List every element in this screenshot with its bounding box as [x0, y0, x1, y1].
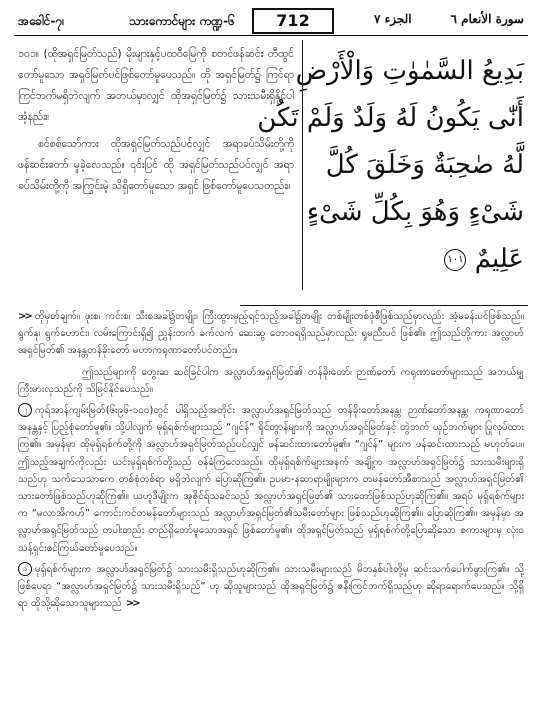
footnote-text: မုရှ်ရစ်က်များက အလ္လာဟ်အရှင်မြတ်၌ သားသမီးရှိသည်ဟုဆိုကြ၏။ သားသမီးများသည် မိဘနှစ်ပါးတို့မှ ဆင်းသက်ပေါက်ဖွားကြ၏။ သို့ဖြစ်ပေရာ “အလ္လာဟ်အရှင်မြတ်၌ သားသမီးရှိသည်” ဟု ဆိုသူများသည် ထိုအရှင်မြတ်၌ ဇနီးကြင်ဘက်ရှိသည်ဟု ဆိုရာရောက်ပေသည်။ သို့ရှိရာ ထိုသို့ဆိုသောသူများသည် [18, 563, 524, 610]
footnote-number-icon: ၁ [18, 562, 32, 576]
header-section-label: သားကောင်များ ကဏ္ဍ-၆ [129, 14, 235, 28]
page-number: 712 [252, 8, 334, 34]
arabic-verse-line: بَدِيعُ السَّمٰوٰتِ وَالْأَرْضِ [295, 56, 524, 86]
page-header [14, 8, 528, 34]
commentary-section [18, 308, 524, 616]
translation-paragraph: ၁၀၁။ (ထိုအရှင်မြတ်သည်) မိုးများနှင့်ပထဝီမြေကို စတင်ဖန်ဆင်း တီထွင်တော်မူသော အရှင်မြတ်ပင်ဖြစ်တော်မူပေသည်။ ထို အရှင်မြတ်၌ ကြင်ရာကြင်ဘက်မရှိဘဲလျက် အဘယ်မှာလျှင် ထိုအရှင်မြတ်၌ သားသမီးရှိနိုင်ပါအံ့နည်း။ [18, 48, 294, 123]
arabic-verse-column [257, 48, 524, 283]
arabic-verse-line: لَّهُ صٰحِبَةٌ وَخَلَقَ كُلَّ [325, 150, 524, 180]
page-frame [14, 8, 528, 704]
commentary-paragraph: ဤသည်များကို တွေးဆ ဆင်ခြင်ပါက အလ္လာဟ်အရှင်မြတ်၏ တန်ခိုးတော်၊ ဉာဏ်တော် ကရုဏာတော်များသည် အဘယ်မျှ ကြီးမားလှသည်ကို သိမြင်နိုင်ပေသည်။ [18, 366, 524, 395]
commentary-note [18, 308, 524, 360]
header-divider [14, 35, 528, 36]
ayah-number-marker: ١٠١ [444, 249, 466, 271]
arabic-verse-text: عَلِيمٌ [474, 244, 524, 274]
translation-paragraph: စင်စစ်သော်ကား ထိုအရှင်မြတ်သည်ပင်လျှင် အရာခပ်သိမ်းတို့ကို ဖန်ဆင်းတော် မူခဲ့လေသည်။ ၎င်းပြင် ထို အရှင်မြတ်သည်ပင်လျှင် အရာခပ်သိမ်းတို့ကို အကြွင်းမဲ့ သိရှိတော်မူသော အရှင် ဖြစ်တော်မူပေသတည်း။ [18, 138, 294, 192]
continue-arrow-icon: >> [125, 598, 139, 610]
header-surah-label: سورة الأنعام ٦ [450, 12, 524, 26]
commentary-divider [240, 305, 528, 306]
header-chapter-label: အခေါင်-၇၊ [18, 14, 65, 28]
commentary-footnote [18, 402, 524, 557]
footnote-number-icon: ၂ [18, 403, 32, 417]
commentary-footnote [18, 561, 524, 613]
translation-column [18, 44, 294, 203]
footnote-text: ကုရ်အာန်ကျမ်းမြတ်(၆း၉၆-၁၀၀)တွင် ပါရှိသည့်အတိုင်း အလ္လာဟ်အရှင်မြတ်သည် တန်ခိုးတော်အနန္တ၊ ဉာဏ်တော်အနန္တ၊ ကရုဏာတော်အနန္တနှင့် ပြည့်စုံတော်မူ၏။ သို့ပါလျက် မုရှ်ရစ်က်များသည် “ဂျင်န်” ရိုင်တွာန်များကို အလ္လာဟ်အရှင်မြတ်နှင့် တွဲဘက် ယှဉ်ဘက်များ ပြုလုပ်ထားကြ၏။ အမှန်မှာ ထိုမုရှ်ရစ်က်တို့ကို အလ္လာဟ်အရှင်မြတ်သည်ပင်လျှင် ဖန်ဆင်းထားတော်မူ၏။ “ဂျင်န်” များက ဖန်ဆင်းထားသည် မဟုတ်ပေ။ ဤသည့်အချက်ကိုလည်း ယင်းမုရှ်ရစ်က်တို့သည် ဝန်ခံကြလေသည်။ ထိုမုရှ်ရစ်က်များအနက် အချို့က အလ္လာဟ်အရှင်မြတ်၌ သားသမီးများရှိသည်ဟု သက်သေသာကေ တစ်စုံတစ်ရာ မရှိဘဲလျက် ပြောဆိုကြ၏။ ဥပမာ-နဆာရာမျိုးများက တမန်တော်အီစာသည် အလ္လာဟ်အရှင်မြတ်၏ သားတော်ဖြစ်သည်ဟုဆိုကြ၏။ ယဟူဒီမျိုးက အုဇိုင်ရ်သခင်သည် အလ္လာဟ်အရှင်မြတ်၏ သားတော်ဖြစ်သည်ဟုဆိုကြ၏။ အရပ် မုရှ်ရစ်က်များက “မလာအိကဟ်” ကောင်းကင်တမန်တော်များသည် အလ္လာဟ်အရှင်မြတ်၏သမီးတော်များ ဖြစ်သည်ဟုဆိုကြ၏။ ပြောဆိုကြ၏။ အမှန်မှာ အလ္လာဟ်အရှင်မြတ်သည် တပါးတည်း တည်ရှိတော်မူသောအရှင် ဖြစ်တော်မူ၏။ ထိုအရှင်မြတ်သည် မုရှ်ရစ်က်တို့ပြောဆိုသော စကားများမှ လုံးဝ သန့်ရှင်းစင်ကြယ်တော်မူပေသည်။ [18, 405, 524, 554]
double-arrow-icon: >> [18, 311, 31, 322]
arabic-verse-line: شَىْءٍ وَهُوَ بِكُلِّ شَىْءٍ [306, 197, 524, 227]
arabic-verse-line-final [312, 236, 524, 283]
arabic-verse-line: أَنّٰى يَكُونُ لَهُ وَلَدٌ وَلَمْ تَكُن [257, 103, 524, 133]
header-juz-label: الجزء ٧ [374, 12, 412, 26]
commentary-note-text: တိုမှတ်ချက်။ ဖုးစ၊ ကင်းစ၊ သီးစအခါ၌တမျိုး၊ ကြီးထွားမှည့်ရင့်သည့်အခါ၌တမျိုး တစ်မျိုးတစ်ဖုံစီဖြစ်သည်မှာလည်း အံ့မခန်းပင်ဖြစ်သည်။ ရွက်နု၊ ရွက်ဟောင်း၊ လမ်းကြောင်းရှိ၍ ညွှန်းတက် ခက်လက် ဆေးဆွ တောဝရရှိသည်မှာလည်း ရှုမညီးပင် ဖြစ်၏။ ဤသည်တို့ကား အလ္လာဟ်အရှင်မြတ်၏ အနန္တတန်ခိုးတော် မဟာကရုဏာတော်ပင်တည်း။ [18, 311, 524, 357]
